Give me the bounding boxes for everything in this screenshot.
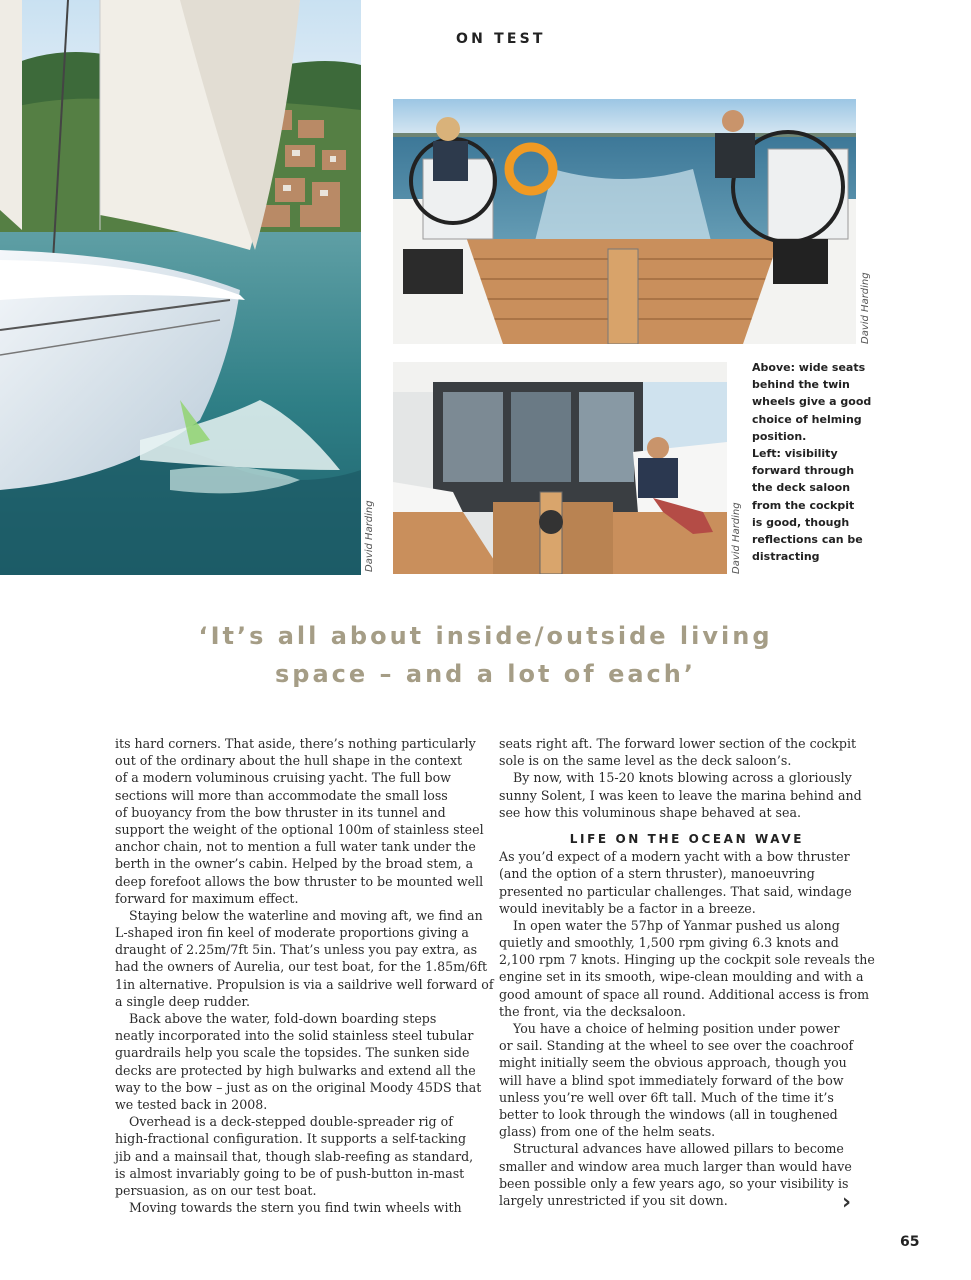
body-line: berth in the owner’s cabin. Helped by the broad stem, a <box>115 856 474 872</box>
body-line: persuasion, as on our test boat. <box>115 1182 317 1198</box>
body-line: 1in alternative. Propulsion is via a saildrive well forward of <box>115 976 494 992</box>
caption-line: position. <box>752 429 807 443</box>
body-line: Back above the water, fold-down boarding steps <box>129 1011 437 1026</box>
body-line: sole is on the same level as the deck saloon’s. <box>499 753 792 769</box>
caption-line: Left: visibility <box>752 447 838 461</box>
body-line: forward for maximum effect. <box>115 890 299 906</box>
body-line: Staying below the waterline and moving aft, we find an <box>129 907 483 923</box>
page-number: 65 <box>900 1234 920 1250</box>
body-line: By now, with 15-20 knots blowing across a gloriously <box>513 770 852 786</box>
caption-line: wheels give a good <box>752 395 872 409</box>
body-line: anchor chain, not to mention a full water tank under the <box>115 839 476 855</box>
body-line: sunny Solent, I was keen to leave the marina behind and <box>499 787 862 803</box>
body-line: glass) from one of the helm seats. <box>499 1124 716 1140</box>
body-line: 2,100 rpm 7 knots. Hinging up the cockpit sole reveals the <box>499 952 875 968</box>
body-line: will have a blind spot immediately forward of the bow <box>499 1072 844 1088</box>
body-line: out of the ordinary about the hull shape in the context <box>115 753 463 769</box>
body-line: (and the option of a stern thruster), manoeuvring <box>499 866 815 882</box>
body-column-left <box>115 735 494 1216</box>
continue-arrow-icon: › <box>842 1190 852 1215</box>
body-line: guardrails help you scale the topsides. The sunken side <box>115 1045 470 1061</box>
body-line: see how this voluminous shape behaved at sea. <box>499 804 801 820</box>
pullquote-line-1: ‘It’s all about inside/outside living <box>198 622 773 650</box>
body-line: seats right aft. The forward lower section of the cockpit <box>499 736 857 751</box>
body-line: largely unrestricted if you sit down. <box>499 1192 728 1208</box>
photo-credit-cockpit: David Harding <box>860 272 871 344</box>
caption-line: from the cockpit <box>752 498 855 512</box>
body-line: Structural advances have allowed pillars to become <box>513 1141 844 1157</box>
photo-credit-saloon: David Harding <box>731 502 742 574</box>
body-line: good amount of space all round. Additional access is from <box>499 986 870 1002</box>
body-line: or sail. Standing at the wheel to see over the coachroof <box>499 1038 854 1054</box>
body-column-right <box>499 735 875 1209</box>
photo-caption <box>752 359 872 565</box>
body-line: jib and a mainsail that, though slab-reefing as standard, <box>115 1148 474 1164</box>
body-line: sections will more than accommodate the small loss <box>115 787 448 803</box>
body-line: a single deep rudder. <box>115 993 251 1009</box>
body-line: L-shaped iron fin keel of moderate proportions giving a <box>115 925 469 941</box>
body-line: might initially seem the obvious approach, though you <box>499 1055 847 1071</box>
body-line: the front, via the decksaloon. <box>499 1003 686 1019</box>
body-line: neatly incorporated into the solid stainless steel tubular <box>115 1028 474 1044</box>
section-label: ON TEST <box>456 31 546 47</box>
body-line: presented no particular challenges. That said, windage <box>499 883 852 899</box>
subheading: LIFE ON THE OCEAN WAVE <box>569 831 805 846</box>
caption-line: is good, though <box>752 515 850 529</box>
body-line: high-fractional configuration. It supports a self-tacking <box>115 1131 467 1147</box>
body-line: been possible only a few years ago, so your visibility is <box>499 1175 849 1191</box>
pullquote-line-2: space – and a lot of each’ <box>275 660 696 688</box>
caption-line: behind the twin <box>752 378 850 392</box>
body-line: As you’d expect of a modern yacht with a bow thruster <box>499 849 850 865</box>
deck-saloon-photo <box>393 362 727 574</box>
caption-line: reflections can be <box>752 533 863 547</box>
body-line: support the weight of the optional 100m of stainless steel <box>115 821 484 837</box>
body-line: Moving towards the stern you find twin wheels with <box>129 1200 462 1216</box>
body-line: quietly and smoothly, 1,500 rpm giving 6.3 knots and <box>499 935 839 951</box>
caption-line: distracting <box>752 550 820 564</box>
body-line: had the owners of Aurelia, our test boat, for the 1.85m/6ft <box>115 959 488 975</box>
body-line: Overhead is a deck-stepped double-spreader rig of <box>129 1114 453 1130</box>
body-line: its hard corners. That aside, there’s nothing particularly <box>115 736 476 751</box>
body-line: we tested back in 2008. <box>115 1096 268 1112</box>
body-line: decks are protected by high bulwarks and extend all the <box>115 1062 476 1078</box>
body-line: draught of 2.25m/7ft 5in. That’s unless you pay extra, as <box>115 942 478 958</box>
photo-credit-sailing: David Harding <box>364 500 375 572</box>
body-line: deep forefoot allows the bow thruster to be mounted well <box>115 873 484 889</box>
caption-line: choice of helming <box>752 412 862 426</box>
body-line: of buoyancy from the bow thruster in its tunnel and <box>115 804 446 820</box>
caption-line: forward through <box>752 464 855 478</box>
body-line: In open water the 57hp of Yanmar pushed us along <box>513 917 840 933</box>
body-line: You have a choice of helming position under power <box>513 1021 840 1036</box>
body-line: engine set in its smooth, wipe-clean moulding and with a <box>499 969 864 985</box>
body-line: better to look through the windows (all in toughened <box>499 1106 838 1122</box>
cockpit-photo <box>393 99 856 344</box>
caption-line: Above: wide seats <box>752 361 866 374</box>
body-line: smaller and window area much larger than would have <box>499 1158 852 1174</box>
body-line: unless you’re well over 6ft tall. Much of the time it’s <box>499 1089 834 1105</box>
body-line: of a modern voluminous cruising yacht. The full bow <box>115 770 451 786</box>
body-line: would inevitably be a factor in a breeze. <box>499 900 756 916</box>
sailing-yacht-photo <box>0 0 361 575</box>
caption-line: the deck saloon <box>752 481 851 495</box>
body-line: way to the bow – just as on the original Moody 45DS that <box>115 1079 482 1095</box>
body-line: is almost invariably going to be of push-button in-mast <box>115 1165 465 1181</box>
